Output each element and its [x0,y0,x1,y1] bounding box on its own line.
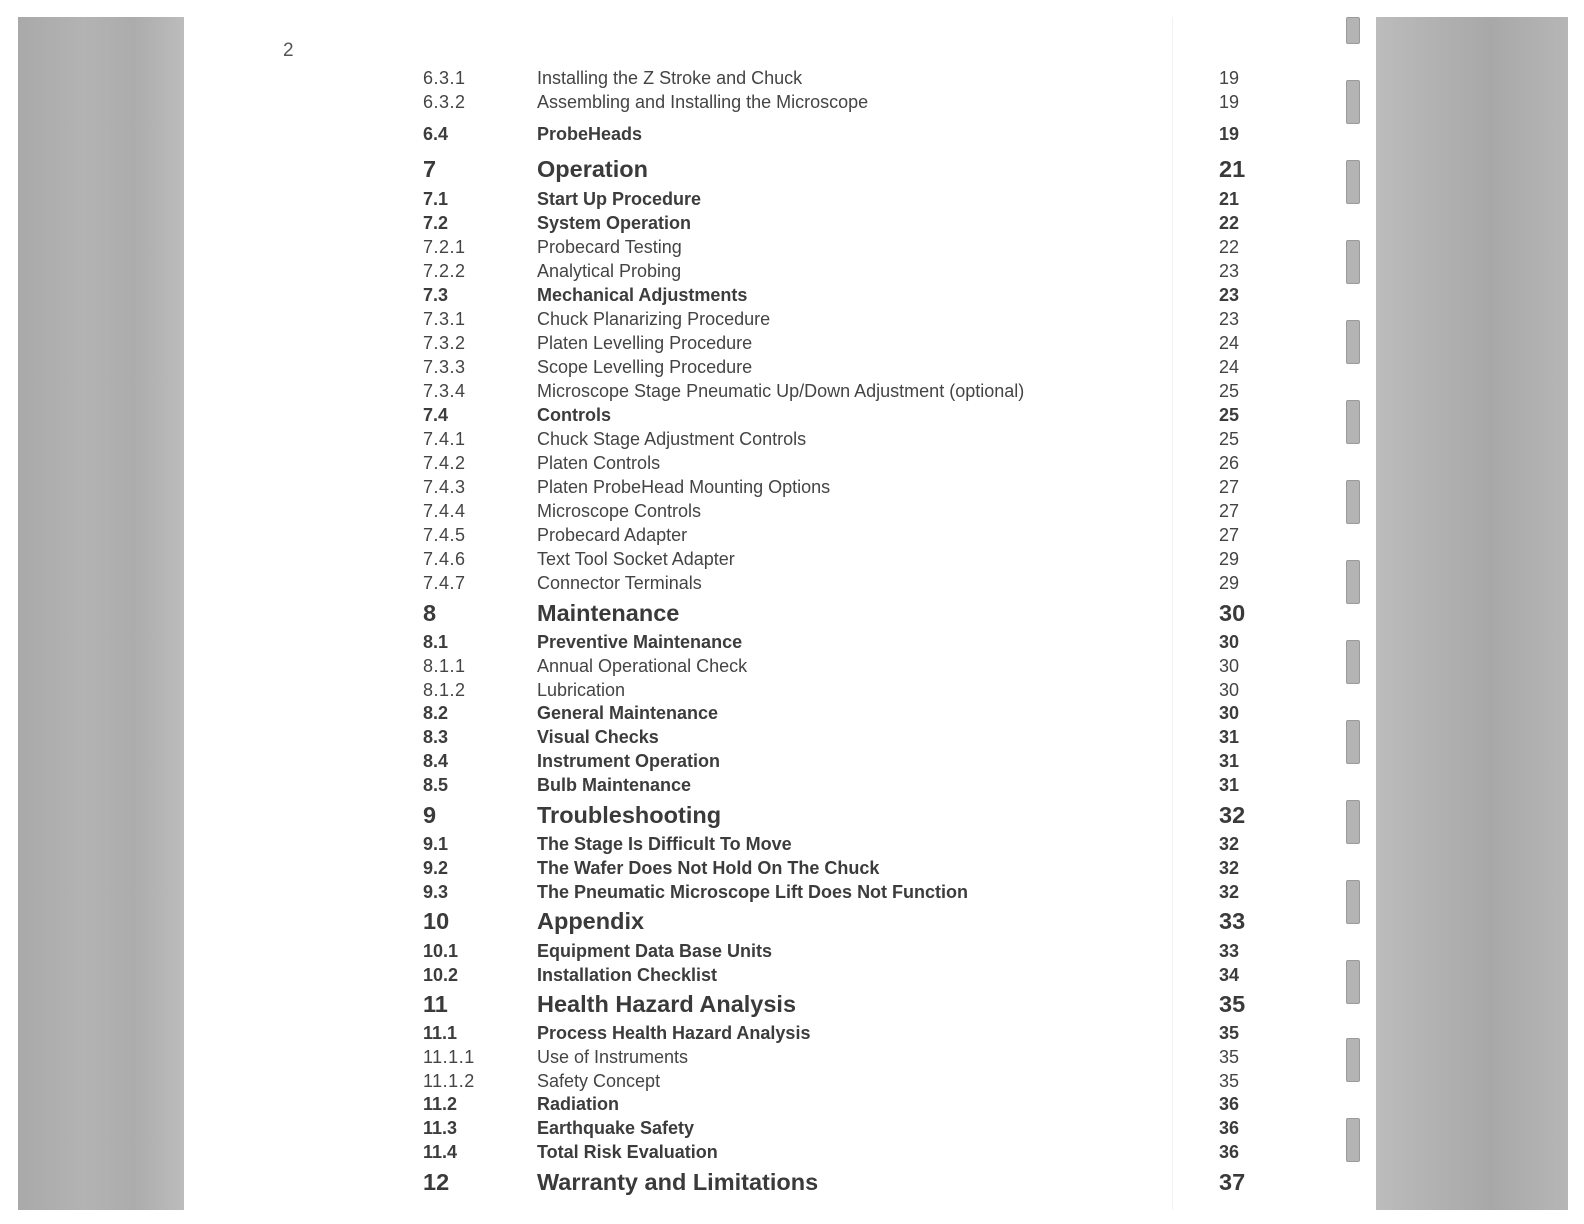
toc-entry-number: 7.3.2 [423,333,466,353]
toc-entry-number: 7 [423,156,437,182]
toc-entry[interactable] [0,237,1584,261]
toc-entry-title: Total Risk Evaluation [537,1142,718,1162]
toc-entry-number: 11.2 [423,1094,458,1114]
toc-entry-page: 22 [1219,237,1240,257]
toc-entry[interactable] [0,285,1584,309]
toc-entry[interactable] [0,751,1584,775]
toc-entry-title: Lubrication [537,680,626,700]
toc-entry-number: 7.4.4 [423,501,466,521]
toc-entry[interactable] [0,965,1584,989]
toc-entry-page: 30 [1219,632,1240,652]
toc-entry-number: 7.4 [423,405,449,425]
toc-entry-number: 6.3.2 [423,92,466,112]
toc-entry-number: 9 [423,802,437,828]
toc-entry[interactable] [0,477,1584,501]
toc-entry-title: Analytical Probing [537,261,682,281]
toc-entry-title: General Maintenance [537,703,719,723]
toc-entry-title: Annual Operational Check [537,656,748,676]
toc-entry[interactable] [0,124,1584,148]
toc-entry[interactable] [0,156,1584,184]
toc-entry-title: Chuck Stage Adjustment Controls [537,429,807,449]
toc-entry-number: 6.4 [423,124,449,144]
toc-entry-page: 36 [1219,1118,1240,1138]
toc-entry-page: 23 [1219,261,1240,281]
toc-entry-title: The Stage Is Difficult To Move [537,834,792,854]
toc-entry-title: Probecard Testing [537,237,682,257]
toc-entry-page: 19 [1219,124,1240,144]
toc-entry-page: 25 [1219,405,1240,425]
toc-entry-number: 11 [423,991,448,1017]
toc-entry-title: Installing the Z Stroke and Chuck [537,68,803,88]
toc-entry-title: Maintenance [537,600,680,626]
toc-entry-number: 10.2 [423,965,459,985]
toc-entry-title: Use of Instruments [537,1047,689,1067]
toc-entry[interactable] [0,991,1584,1019]
toc-entry-page: 25 [1219,381,1240,401]
toc-entry-number: 7.4.2 [423,453,466,473]
toc-entry-number: 11.1.2 [423,1071,475,1091]
toc-entry-title: Operation [537,156,648,182]
toc-entry-title: Mechanical Adjustments [537,285,748,305]
binder-tab-marker [1346,17,1360,44]
toc-entry-number: 8 [423,600,437,626]
toc-entry-title: Troubleshooting [537,802,722,828]
toc-entry[interactable] [0,858,1584,882]
toc-entry-number: 7.3.1 [423,309,466,329]
toc-entry-page: 30 [1219,680,1240,700]
toc-entry[interactable] [0,1142,1584,1166]
toc-entry-title: Installation Checklist [537,965,718,985]
toc-entry[interactable] [0,381,1584,405]
toc-entry-number: 7.4.5 [423,525,466,545]
toc-entry-page: 31 [1219,775,1240,795]
toc-entry-title: Visual Checks [537,727,659,747]
toc-entry[interactable] [0,1023,1584,1047]
toc-entry-page: 27 [1219,477,1240,497]
toc-entry-page: 35 [1219,991,1246,1017]
toc-entry-page: 37 [1219,1169,1246,1195]
toc-entry-page: 32 [1219,834,1240,854]
toc-entry-title: Scope Levelling Procedure [537,357,753,377]
toc-entry-number: 7.4.3 [423,477,466,497]
toc-entry-title: The Pneumatic Microscope Lift Does Not Function [537,882,969,902]
toc-entry-number: 8.1.2 [423,680,466,700]
toc-entry[interactable] [0,1094,1584,1118]
toc-entry-page: 29 [1219,573,1240,593]
toc-entry-number: 11.3 [423,1118,458,1138]
toc-entry-number: 10.1 [423,941,459,961]
toc-entry[interactable] [0,1047,1584,1071]
toc-entry-page: 30 [1219,703,1240,723]
toc-entry[interactable] [0,189,1584,213]
toc-entry-number: 11.4 [423,1142,458,1162]
toc-entry-title: Microscope Stage Pneumatic Up/Down Adjustment (optional) [537,381,1025,401]
toc-entry-title: Safety Concept [537,1071,661,1091]
toc-entry[interactable] [0,802,1584,830]
toc-entry-page: 35 [1219,1023,1240,1043]
toc-entry-title: Radiation [537,1094,620,1114]
toc-entry-page: 29 [1219,549,1240,569]
toc-entry-page: 32 [1219,802,1246,828]
toc-entry-page: 32 [1219,858,1240,878]
toc-entry-number: 8.2 [423,703,449,723]
toc-entry-number: 7.3 [423,285,449,305]
toc-entry-number: 8.3 [423,727,449,747]
toc-entry-number: 9.3 [423,882,449,902]
toc-entry-number: 7.2.2 [423,261,466,281]
toc-entry[interactable] [0,573,1584,597]
toc-entry-title: Chuck Planarizing Procedure [537,309,771,329]
toc-entry-page: 32 [1219,882,1240,902]
toc-entry-title: Probecard Adapter [537,525,688,545]
toc-entry-title: Bulb Maintenance [537,775,692,795]
toc-entry-page: 30 [1219,656,1240,676]
toc-entry-page: 27 [1219,525,1240,545]
toc-entry-number: 7.4.1 [423,429,466,449]
toc-entry[interactable] [0,1169,1584,1197]
toc-entry-number: 11.1.1 [423,1047,475,1067]
toc-entry-number: 7.3.3 [423,357,466,377]
toc-entry[interactable] [0,727,1584,751]
toc-entry-title: Equipment Data Base Units [537,941,773,961]
toc-entry[interactable] [0,309,1584,333]
toc-entry[interactable] [0,680,1584,704]
toc-entry-number: 7.2.1 [423,237,466,257]
toc-entry-number: 8.1 [423,632,449,652]
toc-entry[interactable] [0,941,1584,965]
page-number: 2 [283,40,294,61]
toc-entry-number: 8.5 [423,775,449,795]
toc-entry[interactable] [0,703,1584,727]
toc-entry-page: 36 [1219,1094,1240,1114]
toc-entry-page: 34 [1219,965,1240,985]
toc-entry-page: 26 [1219,453,1240,473]
toc-entry-page: 30 [1219,600,1246,626]
toc-entry-page: 23 [1219,309,1240,329]
toc-entry-title: Text Tool Socket Adapter [537,549,735,569]
toc-entry[interactable] [0,656,1584,680]
toc-entry-page: 19 [1219,92,1240,112]
toc-entry[interactable] [0,775,1584,799]
toc-entry-number: 7.4.6 [423,549,466,569]
toc-entry-title: Preventive Maintenance [537,632,743,652]
toc-entry-title: Earthquake Safety [537,1118,695,1138]
toc-entry-page: 21 [1219,189,1240,209]
toc-entry-title: The Wafer Does Not Hold On The Chuck [537,858,880,878]
toc-entry-title: Assembling and Installing the Microscope [537,92,869,112]
toc-entry-page: 35 [1219,1071,1240,1091]
toc-entry-page: 24 [1219,333,1240,353]
toc-entry-page: 27 [1219,501,1240,521]
toc-entry[interactable] [0,405,1584,429]
toc-entry-page: 33 [1219,941,1240,961]
toc-entry-page: 31 [1219,727,1240,747]
toc-entry-number: 10 [423,908,450,934]
toc-entry-title: Controls [537,405,611,425]
toc-entry-title: Connector Terminals [537,573,702,593]
toc-entry[interactable] [0,600,1584,628]
toc-entry-title: Start Up Procedure [537,189,702,209]
toc-entry-number: 9.1 [423,834,449,854]
toc-entry-title: Warranty and Limitations [537,1169,819,1195]
toc-entry-title: Platen ProbeHead Mounting Options [537,477,831,497]
toc-entry[interactable] [0,333,1584,357]
toc-entry-page: 21 [1219,156,1246,182]
toc-entry[interactable] [0,882,1584,906]
toc-entry[interactable] [0,261,1584,285]
toc-entry-number: 7.1 [423,189,449,209]
toc-entry-title: Microscope Controls [537,501,702,521]
toc-entry-title: System Operation [537,213,692,233]
toc-entry[interactable] [0,1071,1584,1095]
toc-entry-number: 12 [423,1169,450,1195]
toc-entry[interactable] [0,357,1584,381]
toc-entry-title: Health Hazard Analysis [537,991,797,1017]
toc-entry-page: 24 [1219,357,1240,377]
toc-entry-page: 31 [1219,751,1240,771]
toc-entry[interactable] [0,501,1584,525]
toc-entry[interactable] [0,632,1584,656]
toc-entry[interactable] [0,92,1584,116]
toc-entry-page: 19 [1219,68,1240,88]
toc-entry-number: 8.1.1 [423,656,466,676]
toc-entry[interactable] [0,1118,1584,1142]
toc-entry-number: 9.2 [423,858,449,878]
toc-entry-title: Platen Levelling Procedure [537,333,753,353]
toc-entry-number: 6.3.1 [423,68,466,88]
toc-entry-page: 25 [1219,429,1240,449]
toc-entry[interactable] [0,908,1584,936]
toc-entry-number: 7.4.7 [423,573,466,593]
toc-entry-page: 33 [1219,908,1246,934]
toc-entry-page: 23 [1219,285,1240,305]
toc-entry[interactable] [0,453,1584,477]
toc-entry-number: 11.1 [423,1023,458,1043]
toc-entry-title: Instrument Operation [537,751,721,771]
toc-entry-number: 8.4 [423,751,449,771]
toc-entry-title: Process Health Hazard Analysis [537,1023,811,1043]
toc-entry[interactable] [0,68,1584,92]
toc-entry-page: 22 [1219,213,1240,233]
toc-entry-number: 7.3.4 [423,381,466,401]
toc-entry-title: ProbeHeads [537,124,643,144]
toc-entry-title: Platen Controls [537,453,661,473]
toc-entry-page: 36 [1219,1142,1240,1162]
toc-entry-title: Appendix [537,908,645,934]
toc-entry[interactable] [0,213,1584,237]
toc-entry-number: 7.2 [423,213,449,233]
toc-entry[interactable] [0,549,1584,573]
toc-entry[interactable] [0,525,1584,549]
toc-entry-page: 35 [1219,1047,1240,1067]
toc-entry[interactable] [0,834,1584,858]
toc-entry[interactable] [0,429,1584,453]
